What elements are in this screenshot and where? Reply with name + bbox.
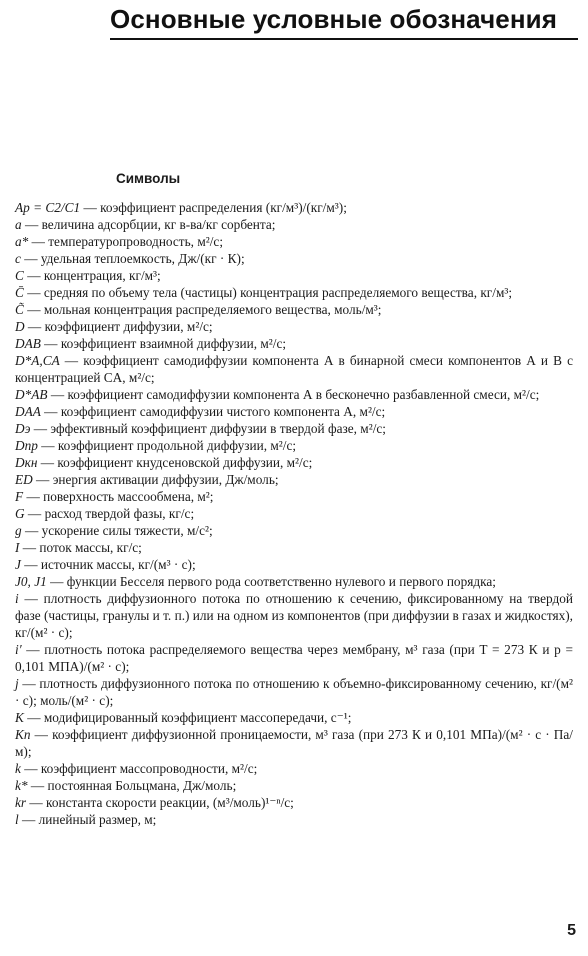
definition-symbol: Ap = C2/C1 <box>15 200 81 215</box>
definition-symbol: C̄ <box>15 285 24 300</box>
definition-item: Dпр — коэффициент продольной диффузии, м²/с; <box>15 438 297 453</box>
definition-text: плотность диффузионного потока по отношению к объемно-фиксированному сечению, кг/(м² · с); моль/(м² · с); <box>15 676 574 708</box>
definition-text: плотность диффузионного потока по отношению к сечению, фиксированному на твердой фазе (частицы, гранулы и т. п.) или на одном из компонентов (при диффузии в газах и жидкостях), кг/(м² · с); <box>15 591 573 640</box>
definition-item: DAB — коэффициент взаимной диффузии, м²/с; <box>15 336 287 351</box>
page-number: 5 <box>567 922 576 939</box>
definition-text: модифицированный коэффициент массопередачи, с⁻¹; <box>43 710 352 725</box>
definition-symbol: k* <box>15 778 28 793</box>
definition-symbol: F <box>15 489 24 504</box>
definition-symbol: l <box>15 812 19 827</box>
definition-item: D*A,CA — коэффициент самодиффузии компонента А в бинарной смеси компонентов А и В с концентрацией CA, м²/с; <box>15 353 573 385</box>
definition-text: средняя по объему тела (частицы) концентрация распределяемого вещества, кг/м³; <box>43 285 513 300</box>
definition-symbol: ED <box>15 472 33 487</box>
definition-item: C̃ — мольная концентрация распределяемого вещества, моль/м³; <box>15 302 382 317</box>
definition-text: поверхность массообмена, м²; <box>43 489 214 504</box>
definition-item: a — величина адсорбции, кг в-ва/кг сорбента; <box>15 217 276 232</box>
definition-text: постоянная Больцмана, Дж/моль; <box>47 778 237 793</box>
definition-text: величина адсорбции, кг в-ва/кг сорбента; <box>41 217 276 232</box>
definition-symbol: D*AB <box>15 387 48 402</box>
definition-symbol: k <box>15 761 21 776</box>
definition-text: коэффициент самодиффузии чистого компонента А, м²/с; <box>60 404 386 419</box>
definition-symbol: J <box>15 557 21 572</box>
definition-symbol: DAB <box>15 336 41 351</box>
definition-text: концентрация, кг/м³; <box>43 268 161 283</box>
definition-text: линейный размер, м; <box>38 812 157 827</box>
definition-item: J0, J1 — функции Бесселя первого рода соответственно нулевого и первого порядка; <box>15 574 496 589</box>
definition-symbol: D <box>15 319 25 334</box>
definition-text: ускорение силы тяжести, м/с²; <box>41 523 213 538</box>
definition-text: коэффициент массопроводности, м²/с; <box>40 761 258 776</box>
definition-text: коэффициент самодиффузии компонента А в бесконечно разбавленной смеси, м²/с; <box>67 387 540 402</box>
definition-symbol: DAA <box>15 404 41 419</box>
definition-symbol: Dэ <box>15 421 31 436</box>
definition-item: ED — энергия активации диффузии, Дж/моль; <box>15 472 279 487</box>
section-heading: Символы <box>116 171 181 186</box>
definition-item: G — расход твердой фазы, кг/с; <box>15 506 195 521</box>
definition-text: энергия активации диффузии, Дж/моль; <box>52 472 279 487</box>
definition-item: Kп — коэффициент диффузионной проницаемости, м³ газа (при 273 К и 0,101 МПа)/(м² · с · Па/м); <box>15 727 573 759</box>
definition-item: a* — температуропроводность, м²/с; <box>15 234 224 249</box>
definition-symbol: C̃ <box>15 302 24 317</box>
definition-item: Ap = C2/C1 — коэффициент распределения (кг/м³)/(кг/м³); <box>15 200 347 215</box>
definition-symbol: I <box>15 540 20 555</box>
definition-text: мольная концентрация распределяемого вещества, моль/м³; <box>43 302 382 317</box>
definition-text: поток массы, кг/с; <box>39 540 142 555</box>
definition-item: k — коэффициент массопроводности, м²/с; <box>15 761 258 776</box>
definition-item: F — поверхность массообмена, м²; <box>15 489 214 504</box>
definition-item: D*AB — коэффициент самодиффузии компонента А в бесконечно разбавленной смеси, м²/с; <box>15 387 540 402</box>
definition-symbol: j <box>15 676 19 691</box>
definition-symbol: J0, J1 <box>15 574 47 589</box>
definition-item: DAA — коэффициент самодиффузии чистого компонента А, м²/с; <box>15 404 386 419</box>
definition-item: Dэ — эффективный коэффициент диффузии в твердой фазе, м²/с; <box>15 421 386 436</box>
definition-symbol: i′ <box>15 642 22 657</box>
definition-text: константа скорости реакции, (м³/моль)¹⁻ⁿ/с; <box>46 795 294 810</box>
definition-text: функции Бесселя первого рода соответственно нулевого и первого порядка; <box>66 574 496 589</box>
definition-symbol: C <box>15 268 24 283</box>
definition-item: I — поток массы, кг/с; <box>15 540 142 555</box>
definition-symbol: G <box>15 506 25 521</box>
definition-text: источник массы, кг/(м³ · с); <box>40 557 196 572</box>
definition-text: эффективный коэффициент диффузии в твердой фазе, м²/с; <box>50 421 386 436</box>
definition-symbol: Dпр <box>15 438 38 453</box>
definition-symbol: a* <box>15 234 29 249</box>
definition-text: удельная теплоемкость, Дж/(кг · К); <box>40 251 245 266</box>
definition-item: l — линейный размер, м; <box>15 812 157 827</box>
definition-item: Dкн — коэффициент кнудсеновской диффузии, м²/с; <box>15 455 313 470</box>
definition-symbol: Kп <box>15 727 31 742</box>
definition-text: коэффициент диффузии, м²/с; <box>44 319 213 334</box>
definition-item: j — плотность диффузионного потока по отношению к объемно-фиксированному сечению, кг/(м² · с); моль/(м² · с); <box>15 676 574 708</box>
definition-symbol: Dкн <box>15 455 38 470</box>
definition-text: расход твердой фазы, кг/с; <box>44 506 195 521</box>
definition-item: J — источник массы, кг/(м³ · с); <box>15 557 196 572</box>
definition-item: i′ — плотность потока распределяемого вещества через мембрану, м³ газа (при T = 273 К и p = 0,101 МПА)/(м² · с); <box>15 642 573 674</box>
definition-symbol: K <box>15 710 24 725</box>
definition-item: k* — постоянная Больцмана, Дж/моль; <box>15 778 237 793</box>
definition-symbol: kr <box>15 795 27 810</box>
definition-item: K — модифицированный коэффициент массопередачи, с⁻¹; <box>15 710 352 725</box>
definition-text: коэффициент распределения (кг/м³)/(кг/м³); <box>100 200 347 215</box>
header-rule <box>110 38 578 40</box>
definition-item: D — коэффициент диффузии, м²/с; <box>15 319 213 334</box>
definitions-list <box>15 199 573 828</box>
definition-item: C̄ — средняя по объему тела (частицы) концентрация распределяемого вещества, кг/м³; <box>15 285 513 300</box>
definition-symbol: i <box>15 591 19 606</box>
definition-symbol: g <box>15 523 22 538</box>
definition-item: C — концентрация, кг/м³; <box>15 268 161 283</box>
definition-item: kr — константа скорости реакции, (м³/моль)¹⁻ⁿ/с; <box>15 795 294 810</box>
definition-text: коэффициент самодиффузии компонента А в бинарной смеси компонентов А и В с концентрацией CA, м²/с; <box>15 353 573 385</box>
definition-text: температуропроводность, м²/с; <box>48 234 224 249</box>
definition-text: коэффициент кнудсеновской диффузии, м²/с; <box>57 455 313 470</box>
definition-symbol: D*A,CA <box>15 353 60 368</box>
definition-symbol: a <box>15 217 22 232</box>
definition-text: коэффициент диффузионной проницаемости, м³ газа (при 273 К и 0,101 МПа)/(м² · с · Па/м); <box>15 727 573 759</box>
page-header-title: Основные условные обозначения <box>110 4 557 34</box>
definition-text: коэффициент продольной диффузии, м²/с; <box>57 438 297 453</box>
definition-item: g — ускорение силы тяжести, м/с²; <box>15 523 213 538</box>
definition-text: коэффициент взаимной диффузии, м²/с; <box>60 336 287 351</box>
definition-symbol: c <box>15 251 21 266</box>
definition-item: i — плотность диффузионного потока по отношению к сечению, фиксированному на твердой фазе (частицы, гранулы и т. п.) или на одном из компонентов (при диффузии в газах и жидкостях), кг/(м² · с); <box>15 591 573 640</box>
definition-item: c — удельная теплоемкость, Дж/(кг · К); <box>15 251 245 266</box>
definition-text: плотность потока распределяемого вещества через мембрану, м³ газа (при T = 273 К и p = 0,101 МПА)/(м² · с); <box>15 642 573 674</box>
